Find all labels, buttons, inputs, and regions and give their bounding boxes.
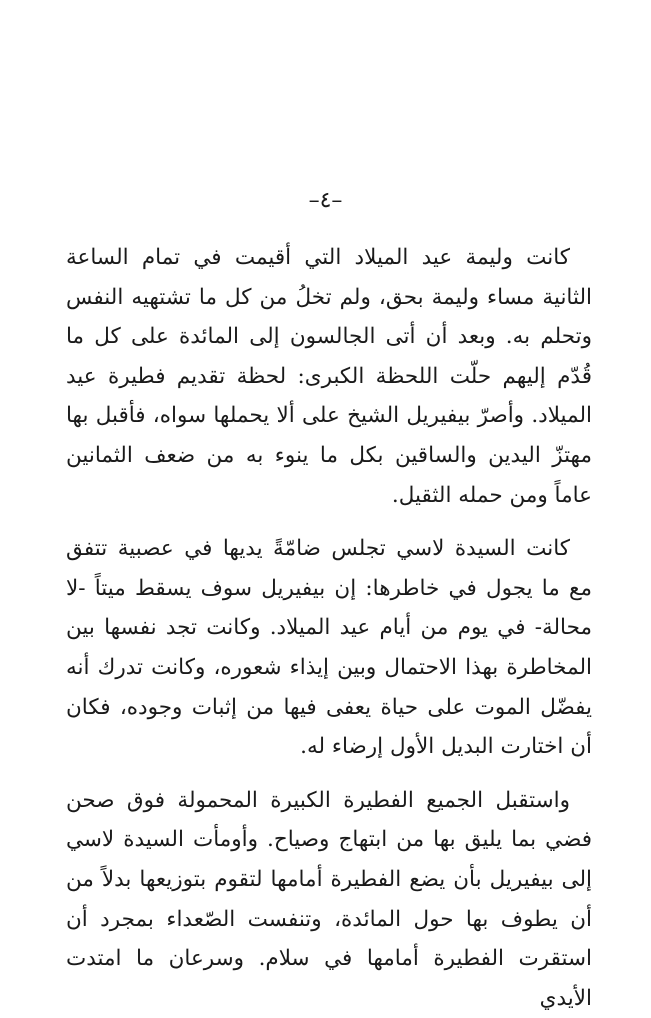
paragraph-3: واستقبل الجميع الفطيرة الكبيرة المحمولة فوق صحن فضي بما يليق بها من ابتهاج وصياح. وأومأت السيدة لاسي إلى بيفيريل بأن يضع الفطيرة أمامها لتقوم بتوزيعها بدلاً من أن يطوف بها حول المائدة، وتنفست الصّعداء بمجرد أن استقرت الفطيرة أمامها في سلام. وسرعان ما امتدت الأيدي bbox=[66, 787, 592, 1011]
paragraph-2: كانت السيدة لاسي تجلس ضامّةً يديها في عصبية تتفق مع ما يجول في خاطرها: إن بيفيريل سوف يسقط ميتاً -لا محالة- في يوم من أيام عيد الميلاد. وكانت تجد نفسها بين المخاطرة بهذا الاحتمال وبين إيذاء شعوره، وكانت تدرك أنه يفضّل الموت على حياة يعفى فيها من إثبات وجوده، فكان أن اختارت البديل الأول إرضاء له. bbox=[66, 536, 592, 760]
page-number: –٤– bbox=[308, 188, 343, 213]
body-text bbox=[66, 238, 592, 1018]
paragraph-1: كانت وليمة عيد الميلاد التي أقيمت في تمام الساعة الثانية مساء وليمة بحق، ولم تخلُ من كل ما تشتهيه النفس وتحلم به. وبعد أن أتى الجالسون إلى المائدة على كل ما قُدّم إليهم حلّت اللحظة الكبرى: لحظة تقديم فطيرة عيد الميلاد. وأصرّ بيفيريل الشيخ على ألا يحملها سواه، فأقبل بها مهتزّ اليدين والساقين بكل ما ينوء به من ضعف الثمانين عاماً ومن حمله الثقيل. bbox=[66, 245, 592, 508]
